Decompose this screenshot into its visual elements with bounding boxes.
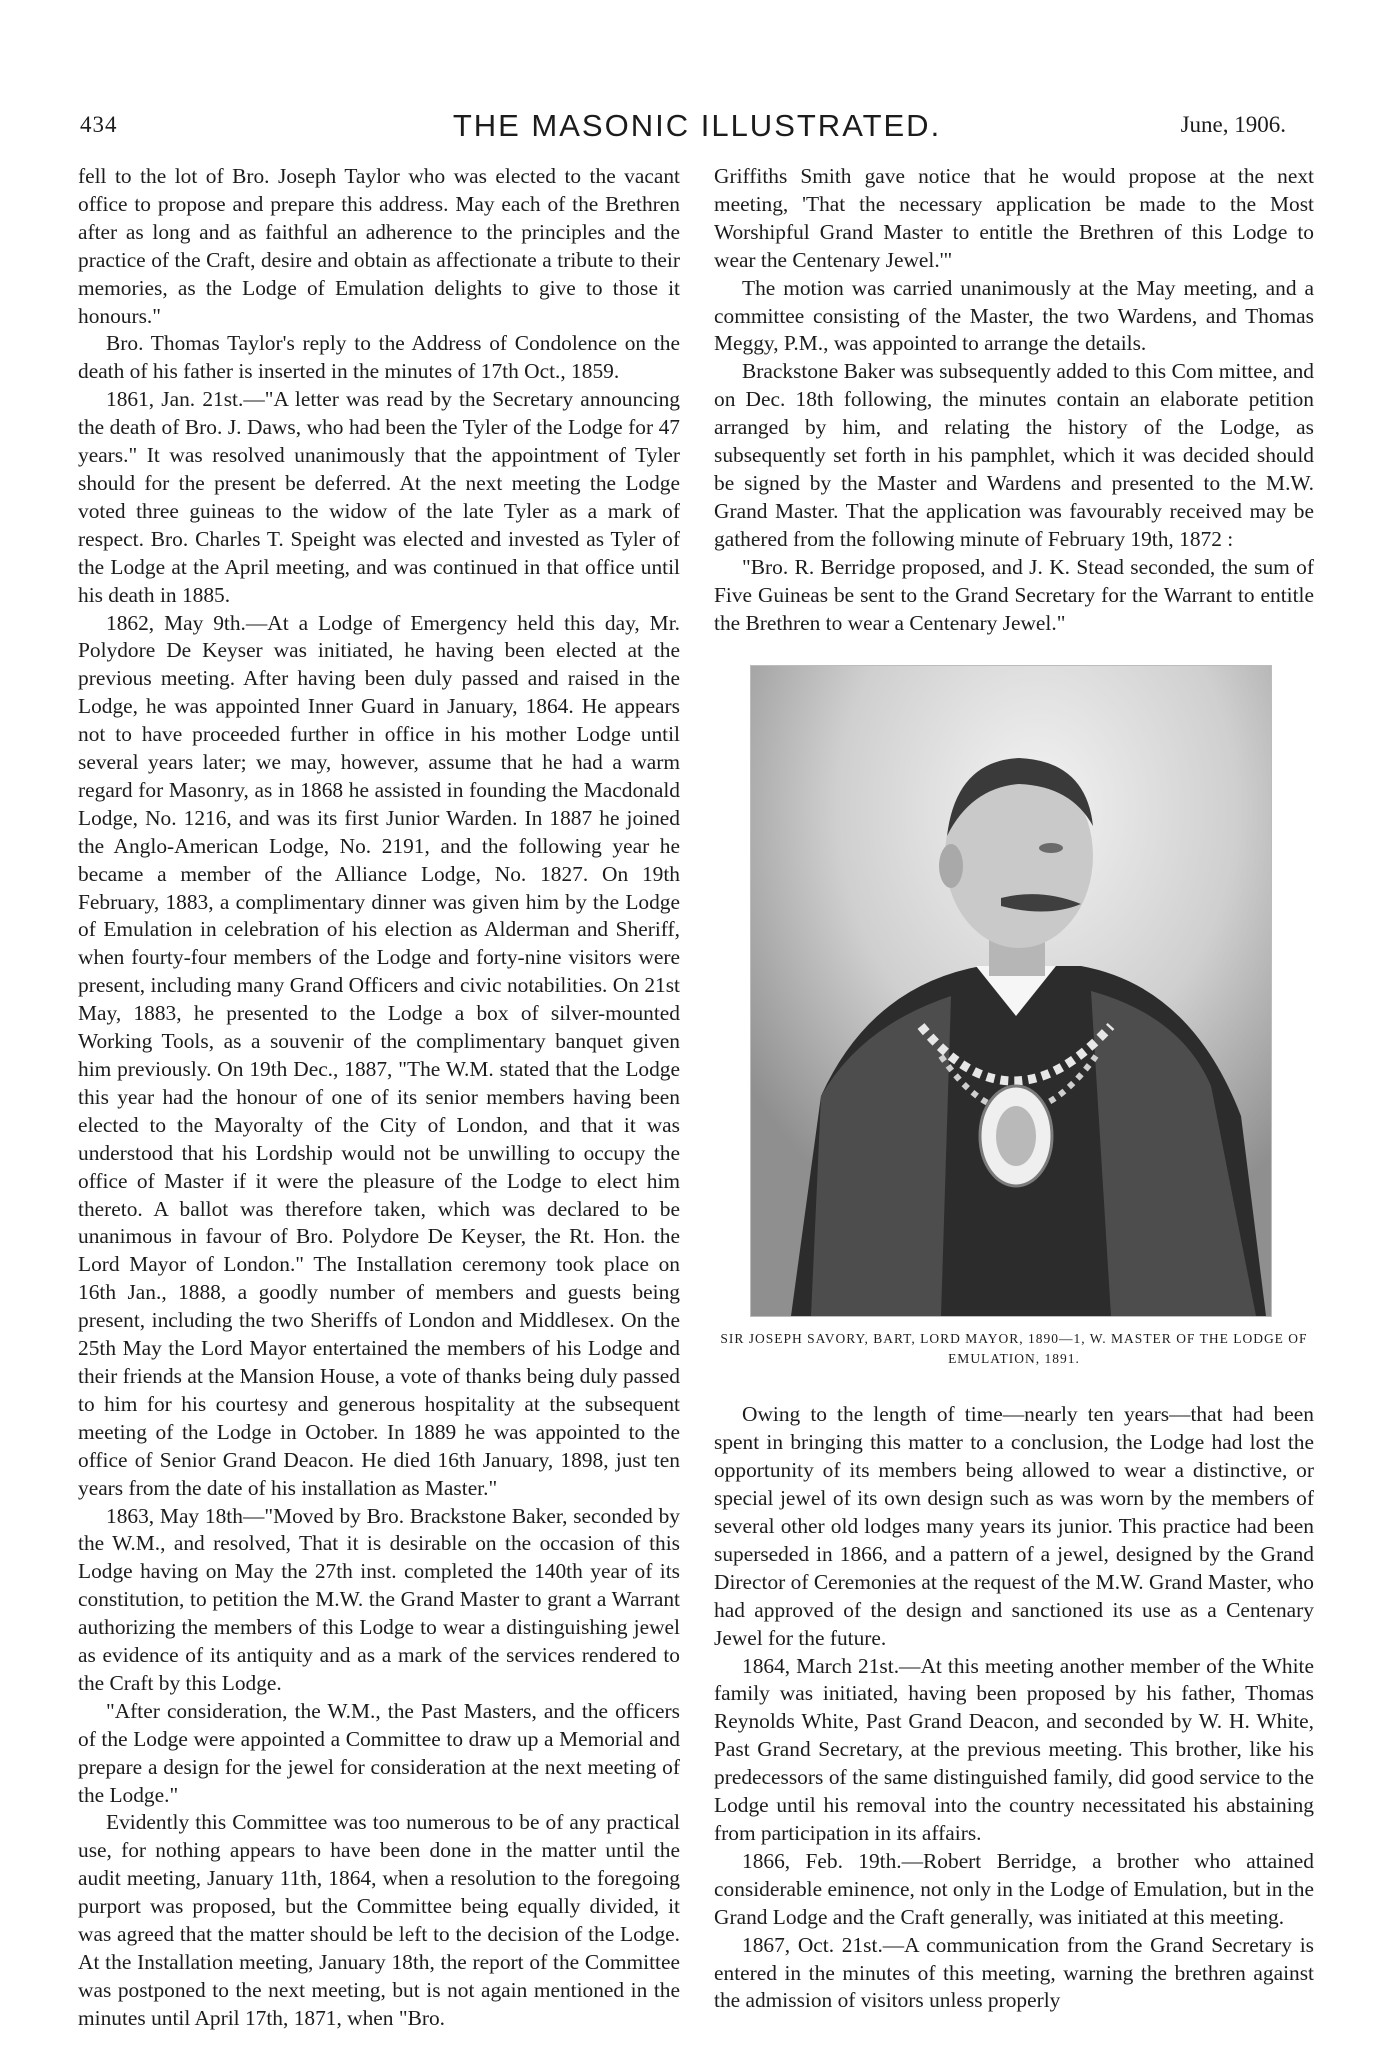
paragraph: Bro. Thomas Taylor's reply to the Address of Condolence on the death of his father is inserted in the minutes of 17th Oct., 1859. [78, 331, 680, 384]
paragraph: Brackstone Baker was subsequently added to this Com mittee, and on Dec. 18th following, the minutes contain an elaborate petition arranged by him, and relating the history of the Lodge, as subsequently set forth in his pamphlet, which it was decided should be signed by the Master and Wardens and presented to the M.W. Grand Master. That the application was favourably received may be gathered from the following minute of February 19th, 1872 : [714, 359, 1314, 551]
left-column [78, 163, 680, 2033]
paragraph: "After consideration, the W.M., the Past Masters, and the officers of the Lodge were appointed a Committee to draw up a Memorial and prepare a design for the jewel for consideration at the next meeting of the Lodge." [78, 1698, 680, 1807]
paragraph: 1863, May 18th—"Moved by Bro. Brackstone Baker, seconded by the W.M., and resolved, That it is desirable on the occasion of this Lodge having on May the 27th inst. completed the 140th year of its constitution, to petition the M.W. the Grand Master to grant a Warrant authorizing the members of this Lodge to wear a distinguishing jewel as evidence of its antiquity and as a mark of the services rendered to the Craft by this Lodge. [78, 1503, 680, 1695]
paragraph: Evidently this Committee was too numerous to be of any practical use, for nothing appears to have been done in the matter until the audit meeting, January 11th, 1864, when a resolution to the foregoing purport was proposed, but the Committee being equally divided, it was agreed that the matter should be left to the decision of the Lodge. At the Installation meeting, January 18th, the report of the Committee was postponed to the next meeting, but is not again mentioned in the minutes until April 17th, 1871, when "Bro. [78, 1810, 680, 2030]
paragraph: 1864, March 21st.—At this meeting another member of the White family was initiated, having been proposed by his father, Thomas Reynolds White, Past Grand Deacon, and seconded by W. H. White, Past Grand Secretary, at the previous meeting. This brother, like his predecessors of the same distinguished family, did good service to the Lodge until his removal into the country necessitated his abstaining from participation in its affairs. [714, 1653, 1314, 1845]
paragraph: "Bro. R. Berridge proposed, and J. K. Stead seconded, the sum of Five Guineas be sent to the Grand Secretary for the Warrant to entitle the Brethren to wear a Centenary Jewel." [714, 554, 1314, 635]
portrait-photo [750, 665, 1272, 1317]
paragraph: The motion was carried unanimously at the May meeting, and a committee consisting of the Master, the two Wardens, and Thomas Meggy, P.M., was appointed to arrange the details. [714, 275, 1314, 356]
journal-title: THE MASONIC ILLUSTRATED. [452, 108, 942, 143]
paragraph: Owing to the length of time—nearly ten years—that had been spent in bringing this matter to a conclusion, the Lodge had lost the opportunity of its members being allowed to wear a distinctive, or special jewel of its own design such as was worn by the members of several other old lodges many years its junior. This practice had been superseded in 1866, and a pattern of a jewel, designed by the Grand Director of Ceremonies at the request of the M.W. Grand Master, who had approved of the design and sanctioned its use as a Centenary Jewel for the future. [714, 1402, 1314, 1650]
paragraph: 1866, Feb. 19th.—Robert Berridge, a brother who attained considerable eminence, not only in the Lodge of Emulation, but in the Grand Lodge and the Craft generally, was initiated at this meeting. [714, 1848, 1314, 1929]
page-number: 434 [80, 112, 118, 137]
portrait-figure [714, 665, 1314, 1369]
portrait-caption: SIR JOSEPH SAVORY, BART, LORD MAYOR, 1890—1, W. MASTER OF THE LODGE OF EMULATION, 1891. [720, 1331, 1308, 1367]
page-header [40, 108, 1354, 148]
paragraph: Griffiths Smith gave notice that he would propose at the next meeting, 'That the necessary application be made to the Most Worshipful Grand Master to entitle the Brethren of this Lodge to wear the Centenary Jewel.'" [714, 164, 1314, 272]
paragraph: 1861, Jan. 21st.—"A letter was read by the Secretary announcing the death of Bro. J. Daws, who had been the Tyler of the Lodge for 47 years." It was resolved unanimously that the appointment of Tyler should for the present be deferred. At the next meeting the Lodge voted three guineas to the widow of the late Tyler as a mark of respect. Bro. Charles T. Speight was elected and invested as Tyler of the Lodge at the April meeting, and was continued in that office until his death in 1885. [78, 387, 680, 607]
paragraph: 1867, Oct. 21st.—A communication from the Grand Secretary is entered in the minutes of this meeting, warning the brethren against the admission of visitors unless properly [714, 1932, 1314, 2013]
right-column [714, 163, 1314, 2015]
paragraph: fell to the lot of Bro. Joseph Taylor who was elected to the vacant office to propose and prepare this address. May each of the Brethren after as long and as faithful an adherence to the principles and the practice of the Craft, desire and obtain as affectionate a tribute to their memories, as the Lodge of Emulation delights to give to those it honours." [78, 164, 680, 328]
issue-date: June, 1906. [1180, 112, 1286, 137]
paragraph: 1862, May 9th.—At a Lodge of Emergency held this day, Mr. Polydore De Keyser was initiated, he having been elected at the previous meeting. After having been duly passed and raised in the Lodge, he was appointed Inner Guard in January, 1864. He appears not to have proceeded further in office in his mother Lodge until several years later; we may, however, assume that he had a warm regard for Masonry, as in 1868 he assisted in founding the Macdonald Lodge, No. 1216, and was its first Junior Warden. In 1887 he joined the Anglo-American Lodge, No. 2191, and the following year he became a member of the Alliance Lodge, No. 1827. On 19th February, 1883, a complimentary dinner was given him by the Lodge of Emulation in celebration of his election as Alderman and Sheriff, when fourty-four members of the Lodge and forty-nine visitors were present, including many Grand Officers and civic notabilities. On 21st May, 1883, he presented to the Lodge a box of silver-mounted Working Tools, as a souvenir of the complimentary banquet given him previously. On 19th Dec., 1887, "The W.M. stated that the Lodge this year had the honour of one of its senior members having been elected to the Mayoralty of the City of London, and that it was understood that his Lordship would not be unwilling to occupy the office of Master if it were the pleasure of the Lodge to elect him thereto. A ballot was therefore taken, which was declared to be unanimous in favour of Bro. Polydore De Keyser, the Rt. Hon. the Lord Mayor of London." The Installation ceremony took place on 16th Jan., 1888, a goodly number of members and guests being present, including the two Sheriffs of London and Middlesex. On the 25th May the Lord Mayor entertained the members of his Lodge and their friends at the Mansion House, a vote of thanks being duly passed to him for his courtesy and generous hospitality at the subsequent meeting of the Lodge in October. In 1889 he was appointed to the office of Senior Grand Deacon. He died 16th January, 1898, just ten years from the date of his installation as Master." [78, 610, 680, 1500]
